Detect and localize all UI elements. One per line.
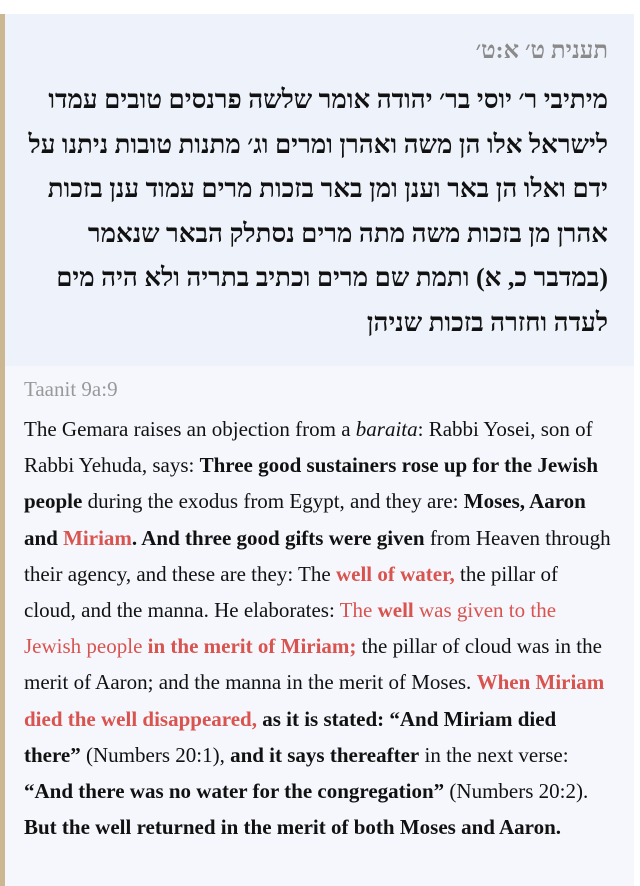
- passage-segment-bold: Three good sustainers rose up for the Jewish people: [24, 453, 599, 514]
- passage-segment-bold: “And there was no water for the congregation”: [24, 779, 445, 804]
- hebrew-line: לישראל אלו הן משה ואהרן ומרים וג׳ מתנות טובות ניתנו על: [28, 129, 608, 159]
- passage-segment-highlight: well of water,: [335, 561, 455, 586]
- hebrew-line: (במדבר כ, א) ותמת שם מרים וכתיב בתריה ולא היה מים: [56, 263, 608, 292]
- english-text-card: [0, 366, 634, 886]
- passage-segment: (Numbers 20:2).: [444, 779, 589, 804]
- passage-segment: (Numbers 20:1),: [80, 742, 231, 767]
- passage-segment-bold: as it is stated: “And Miriam died there”: [24, 706, 557, 767]
- hebrew-passage: [28, 78, 608, 345]
- passage-segment: during the exodus from Egypt, and they are:: [82, 489, 464, 514]
- passage-segment: the pillar of cloud was in the merit of Aaron; and the manna in the merit of Moses.: [24, 634, 602, 695]
- passage-segment-highlight: was given to the Jewish people: [24, 598, 557, 659]
- passage-segment: : Rabbi Yosei, son of Rabbi Yehuda, says:: [24, 417, 593, 478]
- passage-segment: from Heaven through their agency, and these are they: The: [24, 525, 611, 586]
- passage-segment-highlight: The: [339, 598, 378, 623]
- passage-segment-highlight: When Miriam died the well disappeared,: [24, 670, 605, 731]
- passage-segment-bold: . And three good gifts were given: [131, 525, 425, 550]
- hebrew-line: אהרן מן בזכות משה מתה מרים נסתלק הבאר שנאמר: [87, 218, 608, 248]
- hebrew-line: לעדה וחזרה בזכות שניהן: [366, 307, 608, 337]
- hebrew-line: ידם ואלו הן באר וענן ומן באר בזכות מרים עמוד ענן בזכות: [47, 174, 608, 203]
- passage-segment-bold: Moses, Aaron and: [24, 489, 586, 550]
- hebrew-line: מיתיבי ר׳ יוסי בר׳ יהודה אומר שלשה פרנסים טובים עמדו: [48, 85, 608, 114]
- hebrew-source-ref[interactable]: תענית ט׳ א:ט׳: [475, 38, 608, 64]
- passage-segment-italic: baraita: [355, 417, 418, 441]
- hebrew-text-card: [0, 14, 634, 366]
- passage-segment-highlight: well: [377, 598, 414, 623]
- passage-segment: in the next verse:: [419, 742, 569, 767]
- passage-segment-highlight: Miriam: [63, 525, 132, 550]
- passage-segment-highlight: in the merit of Miriam;: [147, 634, 357, 659]
- passage-segment: the pillar of cloud, and the manna. He elaborates:: [24, 561, 558, 623]
- passage-segment-bold: But the well returned in the merit of both Moses and Aaron.: [24, 815, 562, 840]
- passage-segment: The Gemara raises an objection from a: [24, 417, 356, 441]
- english-passage: [24, 411, 614, 845]
- passage-segment-bold: and it says thereafter: [230, 742, 420, 767]
- english-source-ref[interactable]: Taanit 9a:9: [24, 377, 118, 401]
